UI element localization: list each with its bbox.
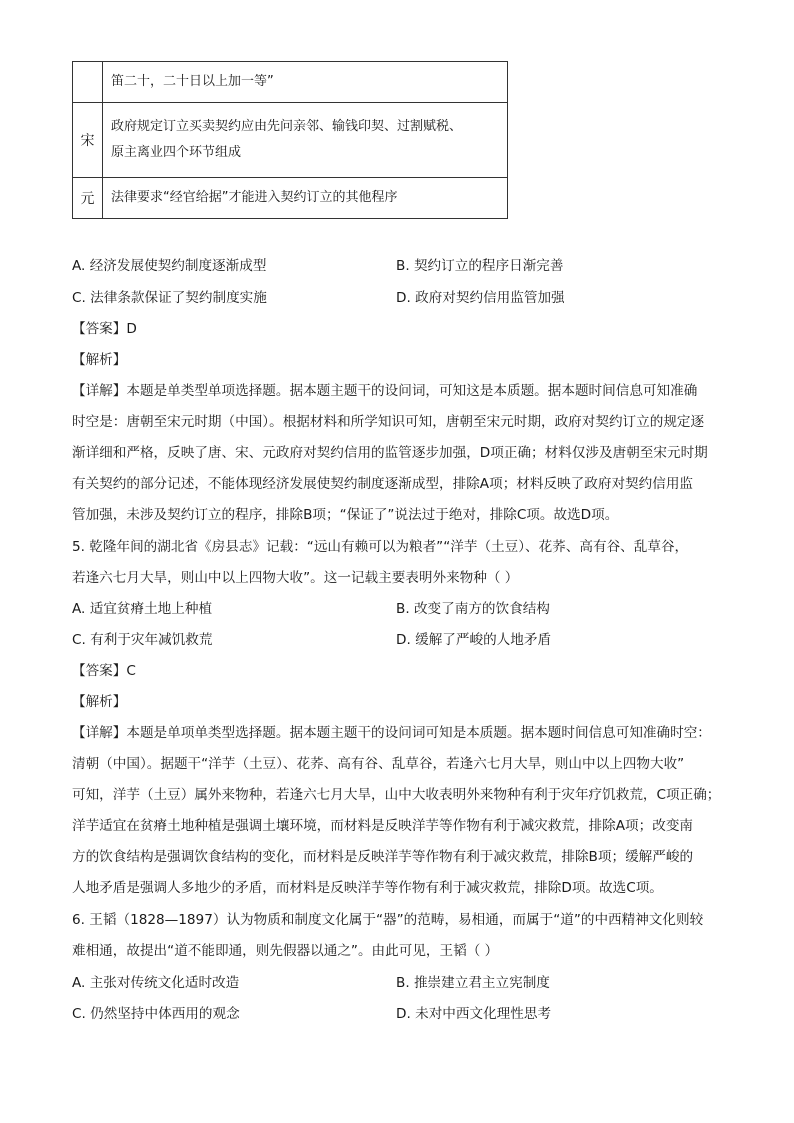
era-cell: 宋 bbox=[73, 103, 103, 178]
q5-option-b: B. 改变了南方的饮食结构 bbox=[396, 601, 550, 617]
q4-analysis-label: 【解析】 bbox=[72, 352, 127, 368]
content-cell bbox=[103, 103, 508, 178]
q4-option-b: B. 契约订立的程序日渐完善 bbox=[396, 258, 564, 274]
q5-detail-line: 可知，洋芋（土豆）属外来物种，若逢六七月大旱，山中大收表明外来物种有利于灾年疗饥救荒，C项正确； bbox=[72, 787, 721, 803]
q5-stem-line: 若逢六七月大旱，则山中以上四物大收”。这一记载主要表明外来物种（ ） bbox=[72, 570, 519, 586]
q4-detail-line: 【详解】本题是单类型单项选择题。据本题主题干的设问词，可知这是本质题。据本题时间信息可知准确 bbox=[72, 383, 698, 399]
q4-detail-line: 有关契约的部分记述，不能体现经济发展使契约制度逐渐成型，排除A项；材料反映了政府对契约信用监 bbox=[72, 476, 694, 492]
q4-detail-line: 时空是：唐朝至宋元时期（中国）。根据材料和所学知识可知，唐朝至宋元时期，政府对契约订立的规定逐 bbox=[72, 414, 705, 430]
content-cell bbox=[103, 62, 508, 103]
q6-option-a: A. 主张对传统文化适时改造 bbox=[72, 975, 240, 991]
q5-option-a: A. 适宜贫瘠土地上种植 bbox=[72, 601, 213, 617]
q4-detail-line: 管加强，未涉及契约订立的程序，排除B项；“保证了”说法过于绝对，排除C项。故选D项。 bbox=[72, 507, 619, 523]
q5-option-c: C. 有利于灾年减饥救荒 bbox=[72, 632, 213, 648]
q6-stem-line: 难相通，故提出“道不能即通，则先假器以通之”。由此可见，王韬（ ） bbox=[72, 943, 499, 959]
q6-option-c: C. 仍然坚持中体西用的观念 bbox=[72, 1006, 240, 1022]
q4-option-d: D. 政府对契约信用监管加强 bbox=[396, 290, 565, 306]
q5-detail-line: 方的饮食结构是强调饮食结构的变化，而材料是反映洋芋等作物有利于减灾救荒，排除B项；缓解严峻的 bbox=[72, 849, 694, 865]
q6-option-b: B. 推崇建立君主立宪制度 bbox=[396, 975, 550, 991]
q5-detail-line: 清朝（中国）。据题干“洋芋（土豆）、花荞、高有谷、乱草谷，若逢六七月大旱，则山中以上四物大收” bbox=[72, 756, 685, 772]
q5-detail-line: 【详解】本题是单项单类型选择题。据本题主题干的设问词可知是本质题。据本题时间信息可知准确时空： bbox=[72, 725, 711, 741]
q4-answer: 【答案】D bbox=[72, 321, 137, 337]
table-row bbox=[73, 178, 508, 219]
era-cell bbox=[73, 62, 103, 103]
content-line: 法律要求“经官给据”才能进入契约订立的其他程序 bbox=[111, 190, 398, 205]
era-cell: 元 bbox=[73, 178, 103, 219]
table-row bbox=[73, 62, 508, 103]
q5-detail-line: 人地矛盾是强调人多地少的矛盾，而材料是反映洋芋等作物有利于减灾救荒，排除D项。故选C项。 bbox=[72, 880, 663, 896]
q4-option-c: C. 法律条款保证了契约制度实施 bbox=[72, 290, 267, 306]
q6-stem-line: 6. 王韬（1828—1897）认为物质和制度文化属于“器”的范畴，易相通，而属于“道”的中西精神文化则较 bbox=[72, 912, 704, 928]
q5-detail-line: 洋芋适宜在贫瘠土地种植是强调土壤环境，而材料是反映洋芋等作物有利于减灾救荒，排除A项；改变南 bbox=[72, 818, 694, 834]
q5-option-d: D. 缓解了严峻的人地矛盾 bbox=[396, 632, 552, 648]
q5-stem-line: 5. 乾隆年间的湖北省《房县志》记载：“远山有赖可以为粮者”“洋芋（土豆）、花荞、高有谷、乱草谷， bbox=[72, 539, 689, 555]
q4-option-a: A. 经济发展使契约制度逐渐成型 bbox=[72, 258, 267, 274]
q5-answer: 【答案】C bbox=[72, 663, 136, 679]
content-line: 原主离业四个环节组成 bbox=[111, 145, 242, 160]
content-cell bbox=[103, 178, 508, 219]
content-line: 政府规定订立买卖契约应由先问亲邻、输钱印契、过割赋税、 bbox=[111, 119, 463, 134]
q6-option-d: D. 未对中西文化理性思考 bbox=[396, 1006, 552, 1022]
history-table bbox=[72, 61, 508, 219]
table-row bbox=[73, 103, 508, 178]
q5-analysis-label: 【解析】 bbox=[72, 694, 127, 710]
q4-detail-line: 渐详细和严格，反映了唐、宋、元政府对契约信用的监管逐步加强，D项正确；材料仅涉及唐朝至宋元时期 bbox=[72, 445, 708, 461]
content-line: 笛二十，二十日以上加一等” bbox=[111, 74, 274, 89]
